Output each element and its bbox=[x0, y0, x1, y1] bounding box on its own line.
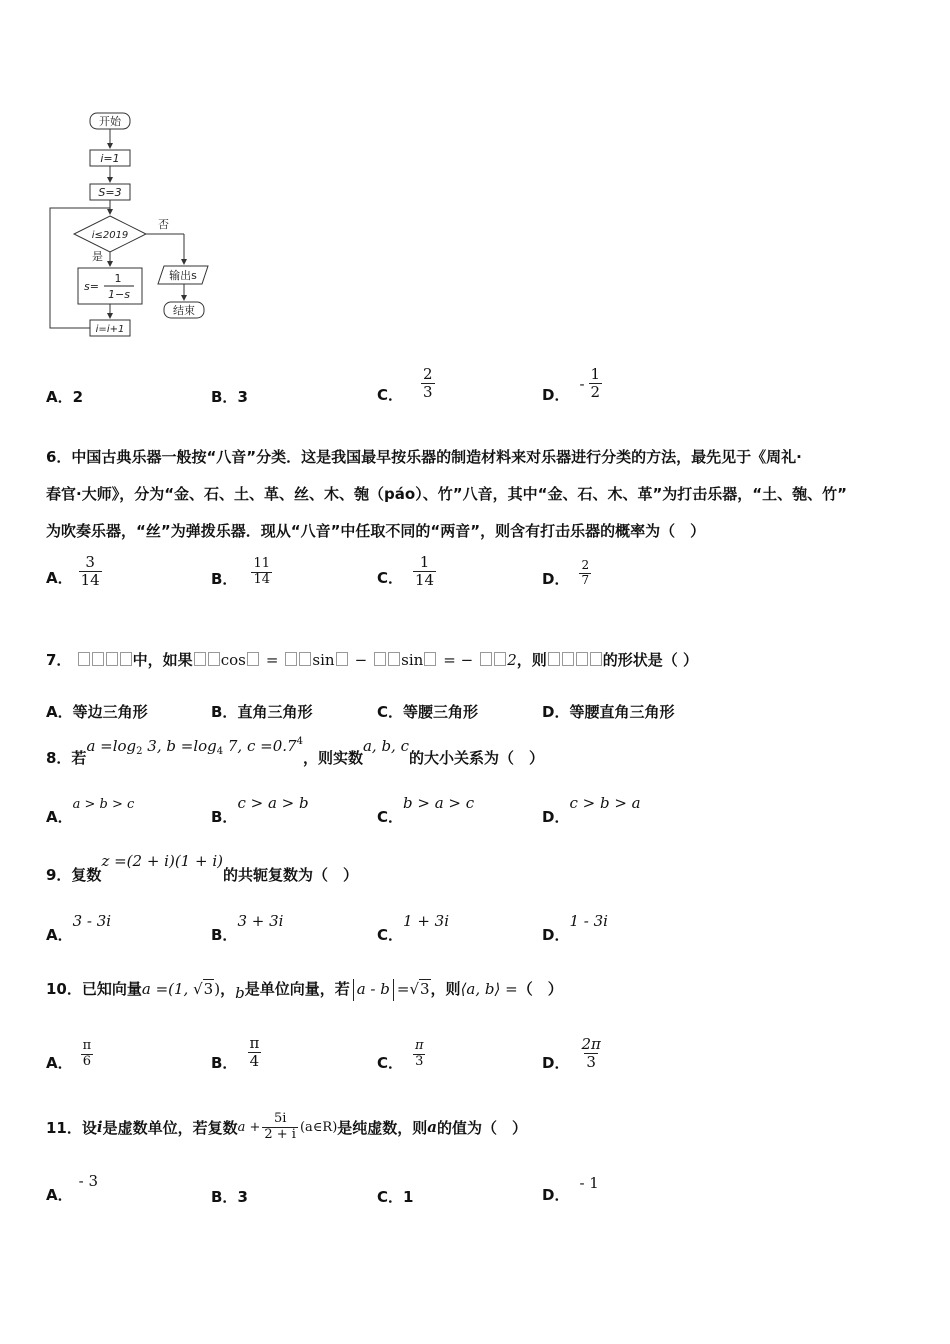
q6-option-c[interactable]: C． $\frac{1}{14}$ bbox=[377, 553, 435, 590]
q6-option-a[interactable]: A． $\frac{3}{14}$ bbox=[46, 553, 100, 590]
q6-line2: 春官·大师》，分为“金、石、土、革、丝、木、匏（páo）、竹”八音，其中“金、石、木、革”为打击乐器，“土、匏、竹” bbox=[46, 485, 848, 503]
q5-option-a[interactable]: A．2 bbox=[46, 388, 84, 406]
q11-option-d[interactable]: D．- 1 bbox=[542, 1174, 599, 1204]
q8-option-c[interactable]: C．b > a > c bbox=[377, 794, 475, 826]
q11-option-a[interactable]: A．- 3 bbox=[46, 1172, 98, 1204]
q8-option-b[interactable]: B．c > a > b bbox=[211, 794, 309, 826]
fc-end: 结束 bbox=[173, 304, 195, 317]
q9-option-b[interactable]: B．3 + 3i bbox=[211, 912, 284, 944]
q7-option-d[interactable]: D．等腰直角三角形 bbox=[542, 703, 675, 721]
q9-option-d[interactable]: D．1 - 3i bbox=[542, 912, 608, 944]
fc-incr: i=i+1 bbox=[95, 324, 125, 335]
q10-option-d[interactable]: D． $\frac{2\pi}{3}$ bbox=[542, 1034, 601, 1072]
q7-option-a[interactable]: A．等边三角形 bbox=[46, 703, 148, 721]
q8-option-d[interactable]: D．c > b > a bbox=[542, 794, 641, 826]
q5-option-d[interactable]: D． - $\frac{1}{2}$ bbox=[542, 364, 601, 404]
q8-option-a[interactable]: A．a > b > c bbox=[46, 797, 135, 826]
q10-option-a[interactable]: A． $\frac{\pi}{6}$ bbox=[46, 1038, 92, 1072]
q6-line3: 为吹奏乐器，“丝”为弹拨乐器．现从“八音”中任取不同的“两音”，则含有打击乐器的概率为（ ） bbox=[46, 522, 706, 540]
flowchart bbox=[40, 108, 230, 344]
q5-option-c[interactable]: C． $\frac{2}{3}$ bbox=[377, 364, 433, 404]
fc-yes: 是 bbox=[92, 250, 103, 263]
q7-option-b[interactable]: B．直角三角形 bbox=[211, 703, 313, 721]
q5-option-b[interactable]: B．3 bbox=[211, 388, 248, 406]
fc-init-i: i=1 bbox=[100, 152, 120, 165]
q7-option-c[interactable]: C．等腰三角形 bbox=[377, 703, 479, 721]
q9-stem: 9．复数z =(2 + i)(1 + i)的共轭复数为（ ） bbox=[46, 852, 358, 884]
fc-assign-lhs: s= bbox=[84, 280, 99, 293]
q6-option-b[interactable]: B． $\frac{11}{14}$ bbox=[211, 556, 270, 588]
fc-no: 否 bbox=[158, 218, 169, 231]
q9-option-c[interactable]: C．1 + 3i bbox=[377, 912, 450, 944]
fc-init-s: S=3 bbox=[98, 186, 122, 199]
q7-stem: 7． 中，如果 cos = sin − sin = − 2，则 的形状是（ ） bbox=[46, 651, 698, 669]
q10-option-c[interactable]: C． $\frac{\pi}{3}$ bbox=[377, 1038, 424, 1072]
fc-start: 开始 bbox=[99, 115, 121, 128]
q10-stem: 10．已知向量a =(1, √3)，b是单位向量，若 a - b =√3，则⟨a, b⟩ =（ ） bbox=[46, 980, 563, 1002]
q11-stem: 11．设 i 是虚数单位，若复数 a + $\frac{5i}{2 + i}$ (a∈R) 是纯虚数，则 a 的值为（ ） bbox=[46, 1111, 528, 1142]
q8-stem: 8．若$a =\log_2$ 3, $b =\log_4$ 7, $c =0.7^4$，则实数a, b, c的大小关系为（ ） bbox=[46, 736, 545, 767]
q11-option-b[interactable]: B．3 bbox=[211, 1188, 248, 1206]
q6-line1: 6．中国古典乐器一般按“八音”分类．这是我国最早按乐器的制造材料来对乐器进行分类的方法，最先见于《周礼· bbox=[46, 448, 802, 466]
q10-option-b[interactable]: B． $\frac{\pi}{4}$ bbox=[211, 1033, 260, 1072]
q9-option-a[interactable]: A．3 - 3i bbox=[46, 912, 112, 944]
fc-output: 输出s bbox=[169, 269, 197, 282]
fc-assign-den: 1−s bbox=[108, 288, 130, 301]
fc-assign-num: 1 bbox=[114, 272, 122, 285]
q6-option-d[interactable]: D． $\frac{2}{7}$ bbox=[542, 558, 590, 588]
q11-option-c[interactable]: C．1 bbox=[377, 1188, 414, 1206]
fc-cond: i≤2019 bbox=[91, 230, 129, 241]
